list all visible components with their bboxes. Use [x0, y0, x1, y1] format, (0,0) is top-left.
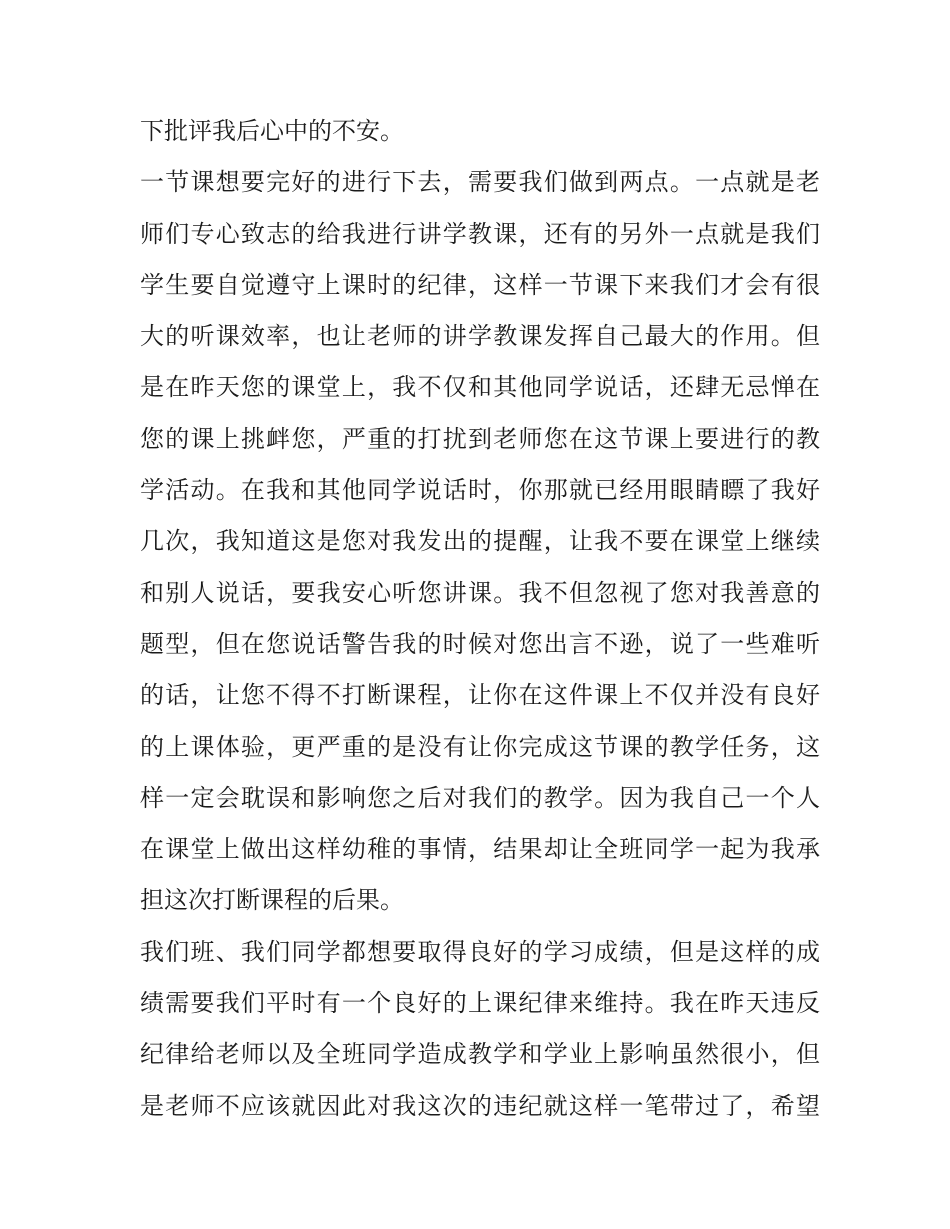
text-line: 学生要自觉遵守上课时的纪律，这样一节课下来我们才会有很	[140, 270, 820, 299]
text-line: 学活动。在我和其他同学说话时，你那就已经用眼睛瞟了我好	[140, 476, 820, 505]
text-line: 是在昨天您的课堂上，我不仅和其他同学说话，还肆无忌惮在	[140, 373, 820, 402]
text-line: 担这次打断课程的后果。	[140, 886, 404, 915]
text-line: 我们班、我们同学都想要取得良好的学习成绩，但是这样的成	[140, 937, 820, 966]
text-line: 纪律给老师以及全班同学造成教学和学业上影响虽然很小，但	[140, 1040, 820, 1069]
text-line: 大的听课效率，也让老师的讲学教课发挥自己最大的作用。但	[140, 322, 820, 351]
text-line: 下批评我后心中的不安。	[140, 117, 404, 145]
text-line: 在课堂上做出这样幼稚的事情，结果却让全班同学一起为我承	[140, 835, 820, 864]
text-line: 样一定会耽误和影响您之后对我们的教学。因为我自己一个人	[140, 783, 820, 812]
text-line: 您的课上挑衅您，严重的打扰到老师您在这节课上要进行的教	[140, 424, 820, 453]
body-text	[140, 106, 820, 1132]
text-line: 是老师不应该就因此对我这次的违纪就这样一笔带过了，希望	[140, 1091, 820, 1120]
text-line: 几次，我知道这是您对我发出的提醒，让我不要在课堂上继续	[140, 527, 820, 556]
text-line: 和别人说话，要我安心听您讲课。我不但忽视了您对我善意的	[140, 578, 820, 607]
text-line: 题型，但在您说话警告我的时候对您出言不逊，说了一些难听	[140, 629, 820, 658]
text-line: 的话，让您不得不打断课程，让你在这件课上不仅并没有良好	[140, 681, 820, 710]
text-line: 一节课想要完好的进行下去，需要我们做到两点。一点就是老	[140, 168, 820, 197]
text-line: 师们专心致志的给我进行讲学教课，还有的另外一点就是我们	[140, 219, 820, 248]
text-line: 的上课体验，更严重的是没有让你完成这节课的教学任务，这	[140, 732, 820, 761]
text-line: 绩需要我们平时有一个良好的上课纪律来维持。我在昨天违反	[140, 989, 820, 1018]
